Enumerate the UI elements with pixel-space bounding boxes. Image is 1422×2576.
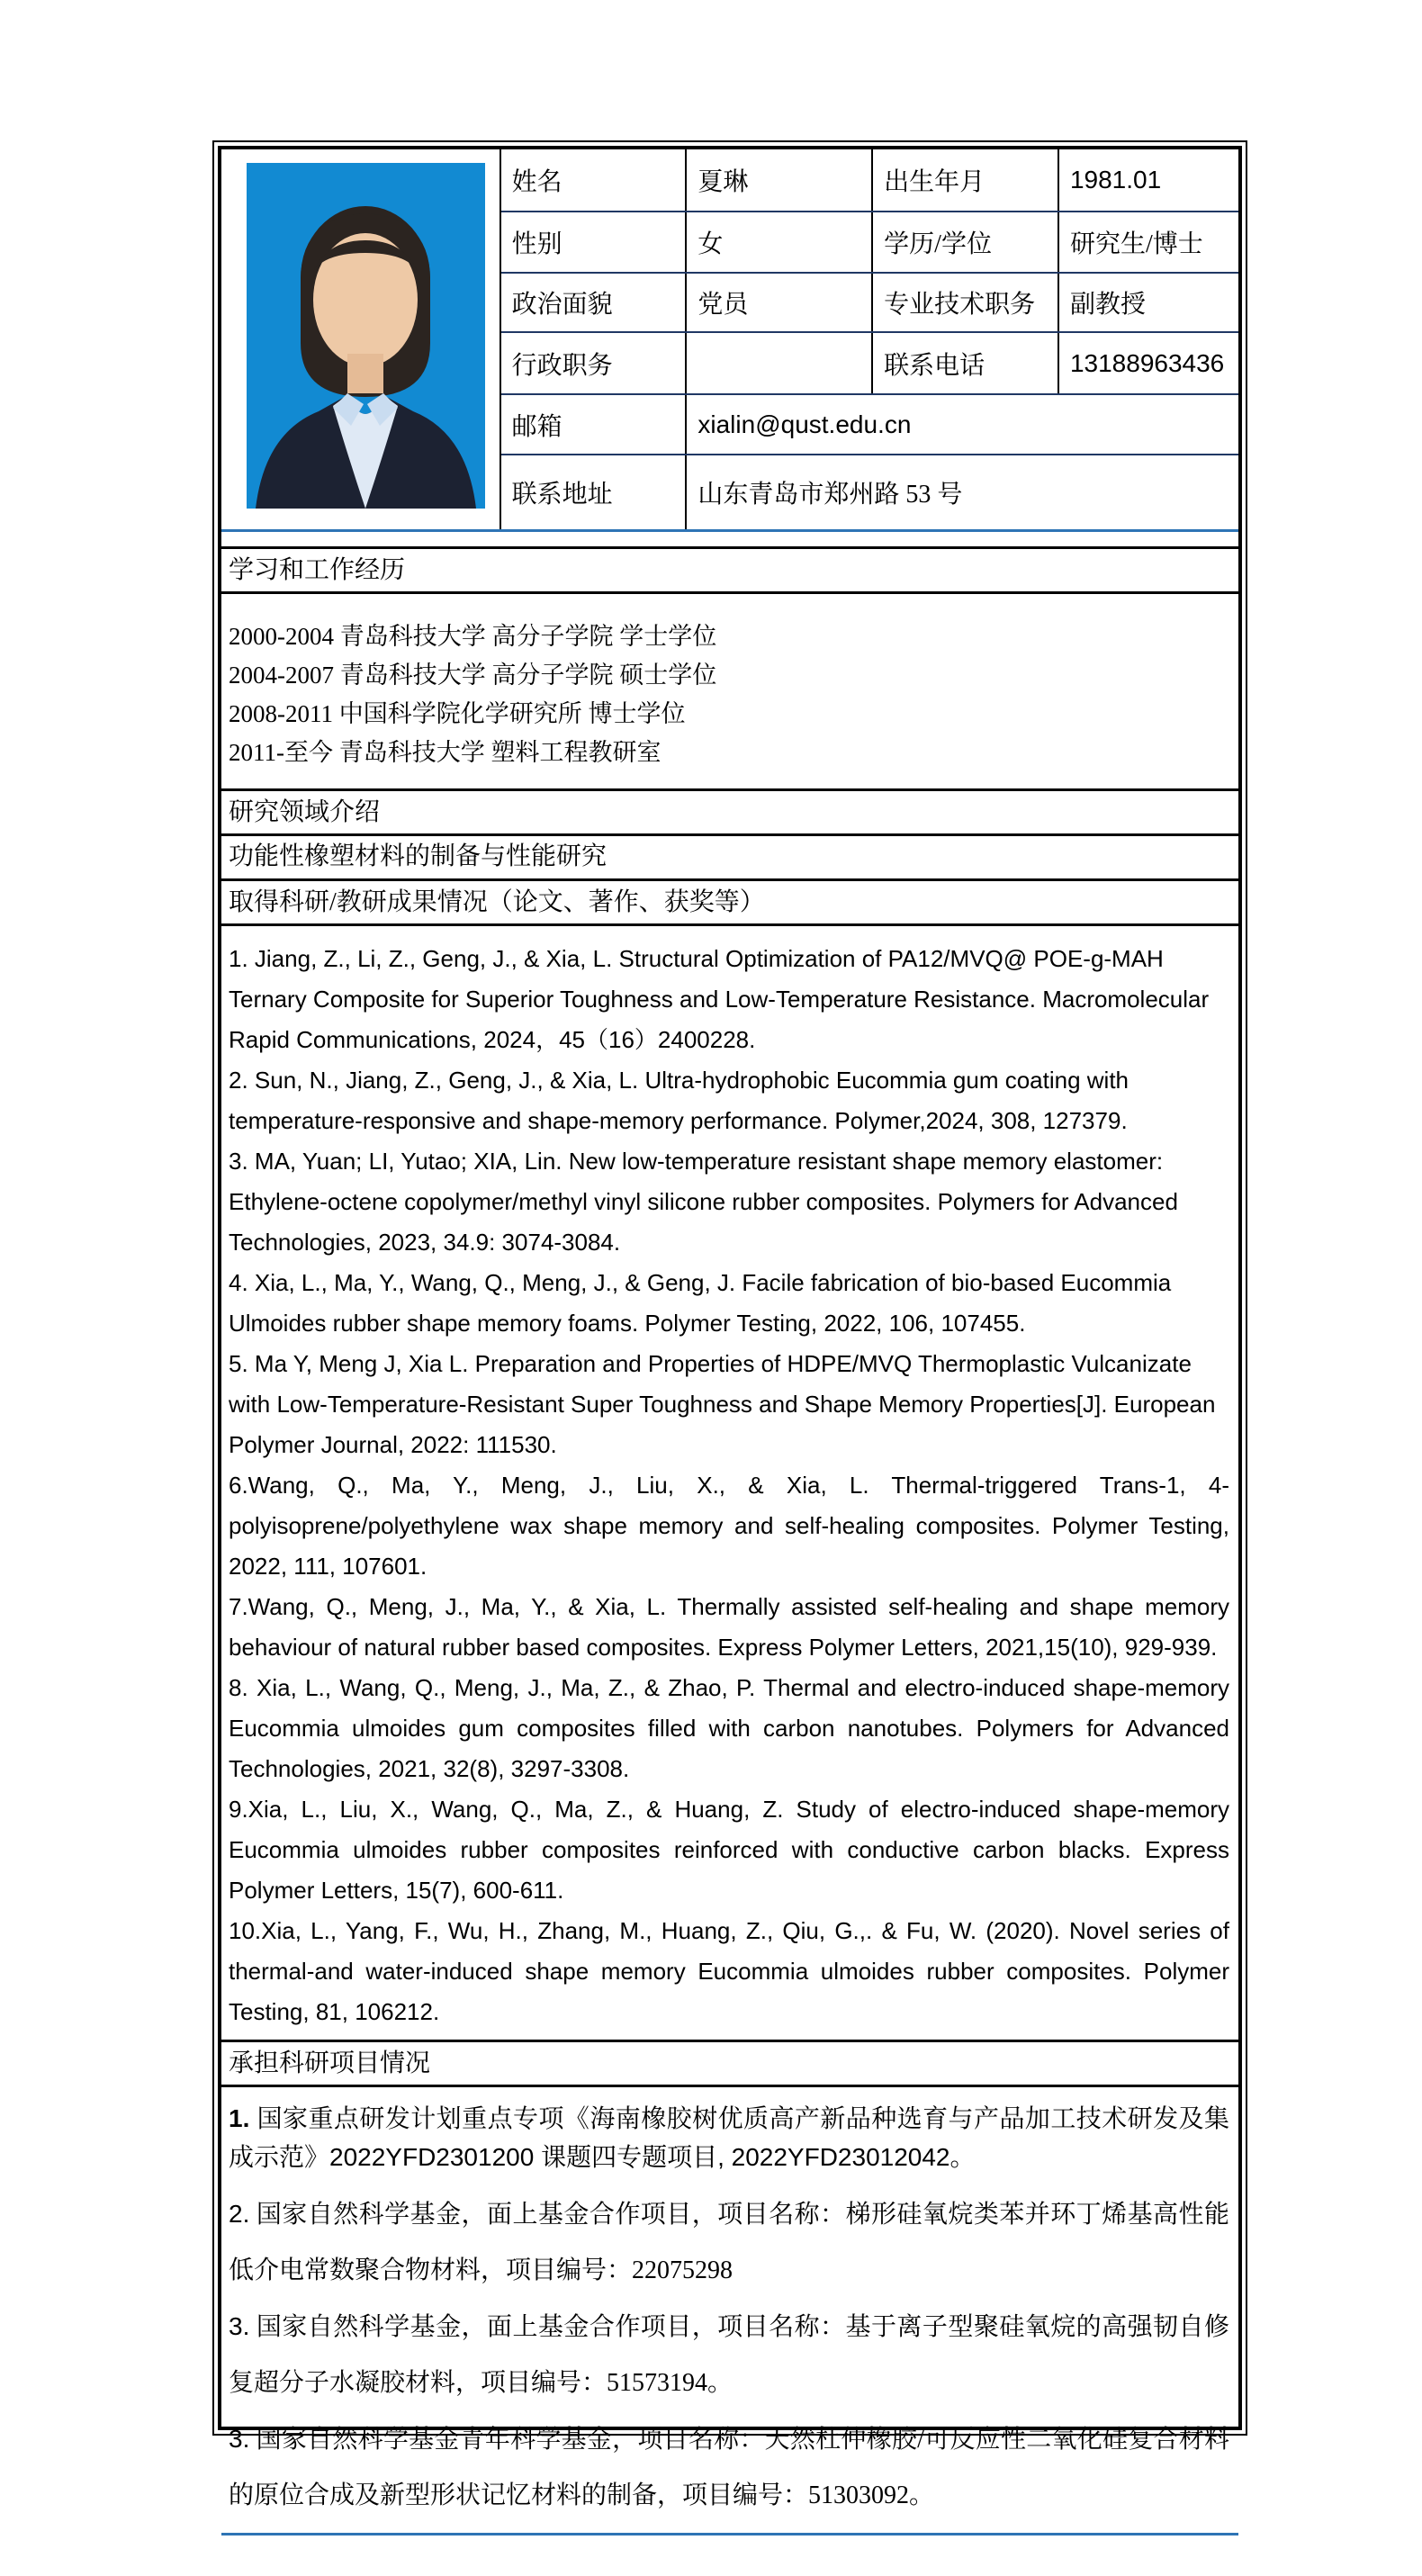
field-value-political-status: 党员 xyxy=(686,273,872,332)
publication-item: 5. Ma Y, Meng J, Xia L. Preparation and Properties of HDPE/MVQ Thermoplastic Vulcanizate with Low-Temperature-Resistant Super Toughness and Shape Memory Properties[J]. European Polymer Journal, 2022: 111530. xyxy=(229,1349,1216,1458)
photo-cell xyxy=(221,149,500,530)
experience-item: 2000-2004 青岛科技大学 高分子学院 学士学位 xyxy=(229,622,717,650)
field-label-title: 专业技术职务 xyxy=(872,273,1058,332)
field-label-admin-post: 行政职务 xyxy=(500,332,687,394)
project-number: 1. xyxy=(229,2103,250,2132)
page-frame-inner xyxy=(218,146,1242,2509)
project-number: 3. xyxy=(229,2424,250,2453)
experience-item: 2011-至今 青岛科技大学 塑料工程教研室 xyxy=(229,738,662,766)
publication-item: 8. Xia, L., Wang, Q., Meng, J., Ma, Z., & Zhao, P. Thermal and electro-induced shape-memory Eucommia ulmoides gum composites filled with carbon nanotubes. Polymers for Advanced Technologies, 2021, 32(8), 3297-3308. xyxy=(229,1673,1229,1782)
project-item xyxy=(229,2411,1229,2524)
field-label-name: 姓名 xyxy=(500,149,687,212)
field-label-phone: 联系电话 xyxy=(872,332,1058,394)
field-value-degree: 研究生/博士 xyxy=(1058,212,1238,273)
project-text: 国家自然科学基金青年科学基金，项目名称：天然杜仲橡胶/可反应性二氧化硅复合材料的原位合成及新型形状记忆材料的制备，项目编号：51303092。 xyxy=(229,2425,1229,2509)
publication-item: 1. Jiang, Z., Li, Z., Geng, J., & Xia, L. Structural Optimization of PA12/MVQ@ POE-g-MAH Ternary Composite for Superior Toughness and Low-Temperature Resistance. Macromolecular Rapid Communications, 2024，45（16）2400228. xyxy=(229,944,1210,1053)
section-header-research-field: 研究领域介绍 xyxy=(221,791,1238,836)
project-text: 国家自然科学基金，面上基金合作项目，项目名称：梯形硅氧烷类苯并环丁烯基高性能低介电常数聚合物材料，项目编号：22075298 xyxy=(229,2200,1229,2284)
project-list xyxy=(221,2087,1238,2533)
field-label-political-status: 政治面貌 xyxy=(500,273,687,332)
project-text: 国家自然科学基金，面上基金合作项目，项目名称：基于离子型聚硅氧烷的高强韧自修复超分子水凝胶材料，项目编号：51573194。 xyxy=(229,2312,1229,2397)
field-label-address: 联系地址 xyxy=(500,455,687,530)
publication-item: 2. Sun, N., Jiang, Z., Geng, J., & Xia, L. Ultra-hydrophobic Eucommia gum coating with temperature-responsive and shape-memory performance. Polymer,2024, 308, 127379. xyxy=(229,1066,1130,1134)
field-value-title: 副教授 xyxy=(1058,273,1238,332)
project-item xyxy=(229,2100,1229,2177)
research-field-content: 功能性橡塑材料的制备与性能研究 xyxy=(221,836,1238,881)
publication-item: 4. Xia, L., Ma, Y., Wang, Q., Meng, J., & Geng, J. Facile fabrication of bio-based Eucommia Ulmoides rubber shape memory foams. Polymer Testing, 2022, 106, 107455. xyxy=(229,1268,1172,1337)
field-value-phone: 13188963436 xyxy=(1058,332,1238,394)
info-table xyxy=(221,149,1238,532)
publication-list xyxy=(221,926,1238,2042)
experience-list xyxy=(221,594,1238,791)
project-item xyxy=(229,2186,1229,2299)
project-text: 国家重点研发计划重点专项《海南橡胶树优质高产新品种选育与产品加工技术研发及集成示范》2022YFD2301200 课题四专题项目, 2022YFD23012042。 xyxy=(229,2103,1229,2171)
field-label-birth: 出生年月 xyxy=(872,149,1058,212)
field-value-name: 夏琳 xyxy=(686,149,872,212)
field-label-email: 邮箱 xyxy=(500,394,687,455)
publication-item: 3. MA, Yuan; LI, Yutao; XIA, Lin. New low-temperature resistant shape memory elastomer: Ethylene-octene copolymer/methyl vinyl silicone rubber composites. Polymers for Advanced Technologies, 2023, 34.9: 3074-3084. xyxy=(229,1147,1178,1256)
page-frame xyxy=(212,140,1247,2509)
field-label-gender: 性别 xyxy=(500,212,687,273)
publication-item: 10.Xia, L., Yang, F., Wu, H., Zhang, M., Huang, Z., Qiu, G.,. & Fu, W. (2020). Novel series of thermal-and water-induced shape memory Eucommia ulmoides rubber composites. Polymer Testing, 81, 106212. xyxy=(229,1916,1229,2025)
field-value-admin-post xyxy=(686,332,872,394)
section-header-experience: 学习和工作经历 xyxy=(221,549,1238,594)
publication-item: 6.Wang, Q., Ma, Y., Meng, J., Liu, X., & Xia, L. Thermal-triggered Trans-1, 4-polyisoprene/polyethylene wax shape memory and self-healing composites. Polymer Testing, 2022, 111, 107601. xyxy=(229,1471,1229,1580)
portrait-photo-illustration xyxy=(247,163,485,509)
field-value-gender: 女 xyxy=(686,212,872,273)
field-label-degree: 学历/学位 xyxy=(872,212,1058,273)
publication-item: 7.Wang, Q., Meng, J., Ma, Y., & Xia, L. Thermally assisted self-healing and shape memory behaviour of natural rubber based composites. Express Polymer Letters, 2021,15(10), 929-939. xyxy=(229,1592,1229,1661)
sections-table xyxy=(221,546,1238,2535)
section-header-projects: 承担科研项目情况 xyxy=(221,2042,1238,2087)
project-item xyxy=(229,2299,1229,2411)
field-value-email: xialin@qust.edu.cn xyxy=(686,394,1238,455)
experience-item: 2004-2007 青岛科技大学 高分子学院 硕士学位 xyxy=(229,661,717,689)
section-header-achievements: 取得科研/教研成果情况（论文、著作、获奖等） xyxy=(221,881,1238,926)
project-number: 2. xyxy=(229,2199,250,2228)
experience-item: 2008-2011 中国科学院化学研究所 博士学位 xyxy=(229,699,686,727)
publication-item: 9.Xia, L., Liu, X., Wang, Q., Ma, Z., & Huang, Z. Study of electro-induced shape-memory Eucommia ulmoides rubber composites reinforced with conductive carbon blacks. Express Polymer Letters, 15(7), 600-611. xyxy=(229,1795,1229,1904)
field-value-address: 山东青岛市郑州路 53 号 xyxy=(686,455,1238,530)
portrait-photo xyxy=(247,163,485,509)
field-value-birth: 1981.01 xyxy=(1058,149,1238,212)
project-number: 3. xyxy=(229,2311,250,2340)
